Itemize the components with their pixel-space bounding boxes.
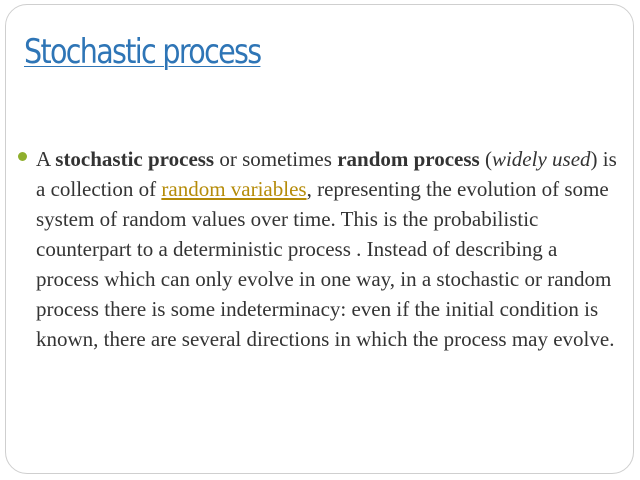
paragraph-text-3: ) is a collection of [36,147,617,201]
paragraph-lead: A [36,147,56,171]
italic-widely-used: widely used [491,147,591,171]
bullet-paragraph [36,144,621,354]
term-stochastic-process: stochastic process [55,147,215,171]
paragraph-text-4: , representing the evolution of some system of random values over time. This is the probabilistic counterpart to a deterministic process . Instead of describing a process which can only evolve in one way, in a stochastic or random process there is some indeterminacy: even if the initial condition is known, there are several directions in which the process may evolve. [36,177,615,351]
slide-title: Stochastic process [24,32,261,72]
term-random-process: random process [337,147,480,171]
round-bullet-icon [18,152,27,161]
random-variables-link[interactable]: random variables [161,177,307,201]
paragraph-text-1: or sometimes [214,147,338,171]
paragraph-text-2: ( [479,147,492,171]
